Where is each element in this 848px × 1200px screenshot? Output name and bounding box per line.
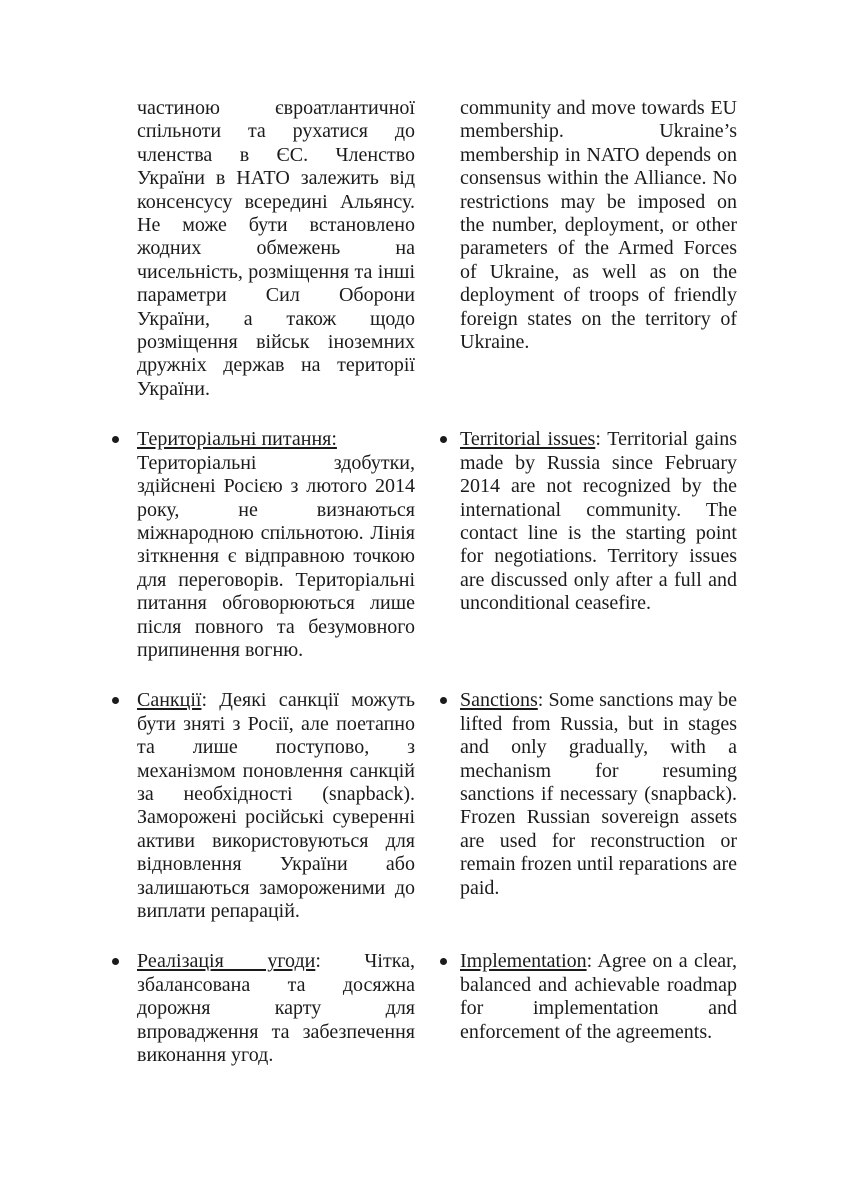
term-label: Санкції xyxy=(137,689,202,712)
bullet-icon xyxy=(440,697,447,704)
body-text: Деякі санкції можуть бути зняті з Росії, але поетапно та лише поступово, з механізмом поновлення санкцій за необхідності (snapback). Заморожені російські суверенні активи використовуються для відновлення України або залишаються замороженими до виплати репарацій. xyxy=(137,689,415,922)
body-text: Territorial gains made by Russia since February 2014 are not recognized by the international community. The contact line is the starting point for negotiations. Territory issues are discussed only after a full and unconditional ceasefire. xyxy=(460,428,737,615)
paragraph xyxy=(137,950,415,1067)
term-label: Implementation xyxy=(460,950,587,973)
bullet-icon xyxy=(112,697,119,704)
term-separator: : xyxy=(595,428,608,451)
sanctions-item-en xyxy=(440,689,737,923)
paragraph xyxy=(460,950,737,1044)
bullet-icon xyxy=(112,958,119,965)
territorial-issues-item-uk xyxy=(110,428,415,662)
implementation-item-en xyxy=(440,950,737,1067)
bullet-icon xyxy=(440,958,447,965)
term-separator: : xyxy=(201,689,220,712)
term-separator: : xyxy=(315,950,365,973)
sanctions-item-uk xyxy=(110,689,415,923)
continuation-paragraph-en xyxy=(440,97,737,401)
bullet-icon xyxy=(112,436,119,443)
term-label: Реалізація угоди xyxy=(137,950,316,973)
implementation-item-uk xyxy=(110,950,415,1067)
body-text: частиною євроатлантичної спільноти та рухатися до членства в ЄС. Членство України в НАТО залежить від консенсусу всередині Альянсу. Не може бути встановлено жодних обмежень на чисельність, розміщення та інші параметри Сил Оборони України, а також щодо розміщення військ іноземних дружніх держав на території України. xyxy=(137,97,415,400)
territorial-issues-item-en xyxy=(440,428,737,662)
body-text: Чітка, збалансована та досяжна дорожня карту для впровадження та забезпечення виконання угод. xyxy=(137,950,415,1067)
term-separator: : xyxy=(586,950,598,973)
body-text: Some sanctions may be lifted from Russia, but in stages and only gradually, with a mechanism for resuming sanctions if necessary (snapback). Frozen Russian sovereign assets are used for reconstruction or remain frozen until reparations are paid. xyxy=(460,689,737,899)
paragraph xyxy=(460,689,737,900)
paragraph xyxy=(460,97,737,354)
bullet-icon xyxy=(440,436,447,443)
two-column-content xyxy=(110,97,737,1067)
paragraph xyxy=(137,428,415,662)
term-label: Sanctions xyxy=(460,689,538,712)
body-text: Територіальні здобутки, здійснені Росією з лютого 2014 року, не визнаються міжнародною спільнотою. Лінія зіткнення є відправною точкою для переговорів. Територіальні питання обговорюються лише після повного та безумовного припинення вогню. xyxy=(137,451,415,661)
paragraph xyxy=(137,97,415,401)
continuation-paragraph-uk xyxy=(110,97,415,401)
body-text: community and move towards EU membership. Ukraine’s membership in NATO depends on consensus within the Alliance. No restrictions may be imposed on the number, deployment, or other parameters of the Armed Forces of Ukraine, as well as on the deployment of troops of friendly foreign states on the territory of Ukraine. xyxy=(460,97,737,354)
paragraph xyxy=(460,428,737,615)
term-separator: : xyxy=(537,689,549,712)
term-label: Territorial issues xyxy=(460,428,596,451)
paragraph xyxy=(137,689,415,923)
term-label: Територіальні питання: xyxy=(137,428,337,451)
body-text: Agree on a clear, balanced and achievable roadmap for implementation and enforcement of the agreements. xyxy=(460,950,737,1043)
